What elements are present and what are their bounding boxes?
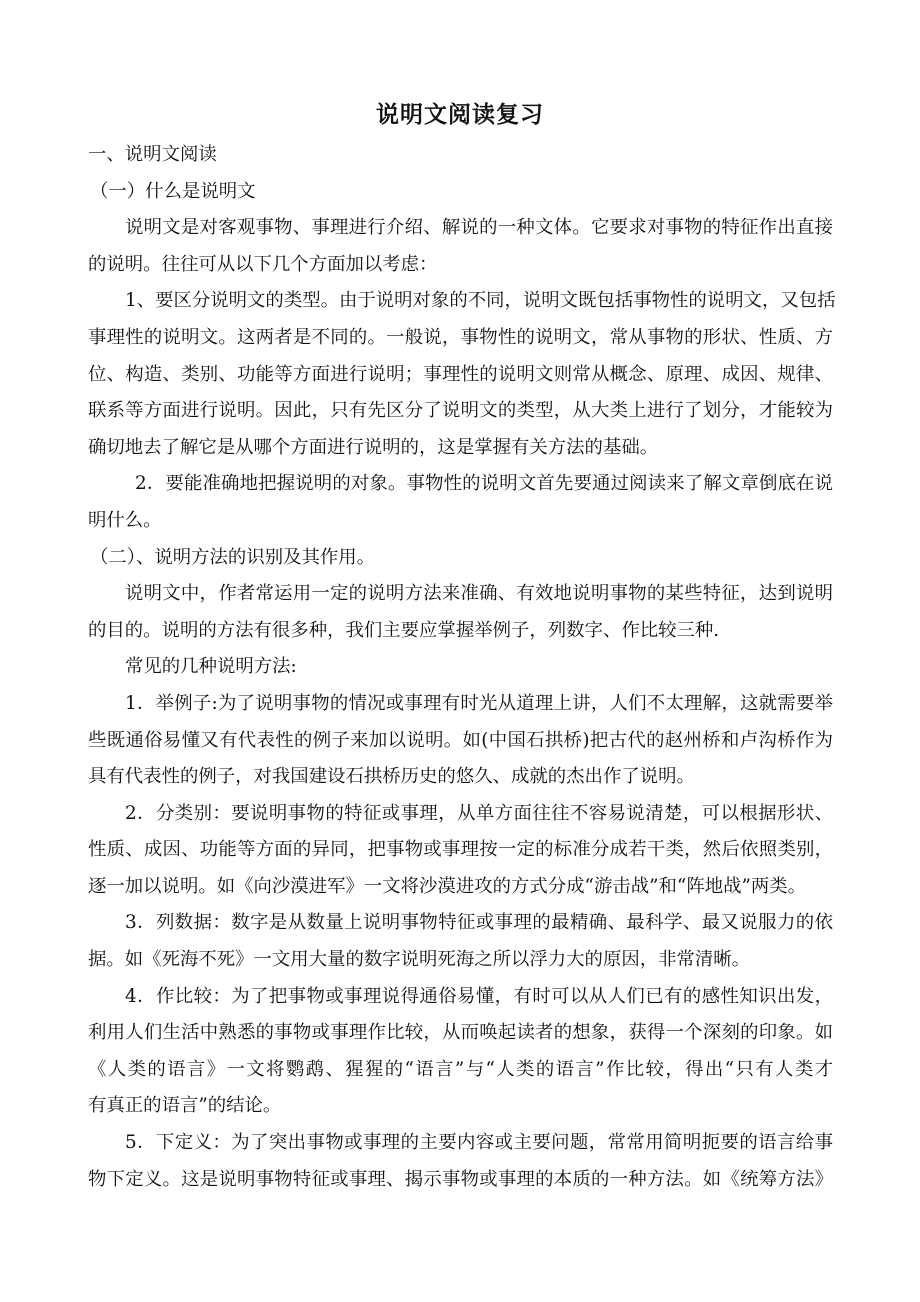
text-line: 2．分类别：要说明事物的特征或事理，从单方面往往不容易说清楚，可以根据形状、 [125,802,833,824]
paragraph [88,1125,833,1198]
text-line: 2．要能准确地把握说明的对象。事物性的说明文首先要通过阅读来了解文章倒底在说 [135,473,833,495]
page-title: 说明文阅读复习 [376,102,544,128]
text-line: 位、构造、类别、功能等方面进行说明；事理性的说明文则常从概念、原理、成因、规律、 [88,363,833,385]
text-line: 些既通俗易懂又有代表性的例子来加以说明。如(中国石拱桥)把古代的赵州桥和卢沟桥作为 [88,729,833,751]
text-line: 1、要区分说明文的类型。由于说明对象的不同，说明文既包括事物性的说明文，又包括 [125,290,836,312]
text-line: 明什么。 [88,509,162,531]
text-line: 据。如《死海不死》一文用大量的数字说明死海之所以浮力大的原因，非常清晰。 [88,949,751,971]
text-line: 物下定义。这是说明事物特征或事理、揭示事物或事理的本质的一种方法。如《统筹方法》 [88,1168,833,1190]
text-line: 利用人们生活中熟悉的事物或事理作比较，从而唤起读者的想象，获得一个深刻的印象。如 [88,1022,833,1044]
text-line: 有真正的语言”的结论。 [88,1095,282,1117]
text-line: 事理性的说明文。这两者是不同的。一般说，事物性的说明文，常从事物的形状、性质、方 [88,326,833,348]
text-line: 常见的几种说明方法: [125,656,297,678]
paragraph [88,796,833,906]
text-line: 具有代表性的例子，对我国建设石拱桥历史的悠久、成就的杰出作了说明。 [88,766,695,788]
paragraph [88,905,833,978]
text-line: （一）什么是说明文 [90,180,256,202]
text-line: 的说明。往往可从以下几个方面加以考虑： [88,253,438,275]
paragraph [88,686,833,796]
subsection-heading [88,174,833,211]
text-line: 5．下定义：为了突出事物或事理的主要内容或主要问题，常常用简明扼要的语言给事 [125,1132,833,1154]
subsection-heading [88,540,833,577]
text-line: （二）、说明方法的识别及其作用。 [90,546,376,568]
text-line: 的目的。说明的方法有很多种，我们主要应掌握举例子，列数字、作比较三种. [88,619,720,641]
text-line: 性质、成因、功能等方面的异同，把事物或事理按一定的标准分成若干类，然后依照类别， [88,839,833,861]
paragraph [88,466,833,539]
paragraph [88,979,833,1125]
paragraph [88,283,836,466]
text-line: 4．作比较：为了把事物或事理说得通俗易懂，有时可以从人们已有的感性知识出发， [125,985,833,1007]
text-line: 3．列数据：数字是从数量上说明事物特征或事理的最精确、最科学、最又说服力的依 [125,912,833,934]
section-heading [88,137,833,174]
document-body [88,137,836,1198]
text-line: 说明文中，作者常运用一定的说明方法来准确、有效地说明事物的某些特征，达到说明 [125,583,833,605]
text-line: 一、说明文阅读 [88,144,217,165]
text-line: 《人类的语言》一文将鹦鹉、猩猩的“语言”与“人类的语言”作比较，得出“只有人类才 [88,1058,833,1080]
paragraph [88,649,833,686]
paragraph [88,576,833,649]
text-line: 联系等方面进行说明。因此，只有先区分了说明文的类型，从大类上进行了划分，才能较为 [88,400,833,422]
text-line: 确切地去了解它是从哪个方面进行说明的，这是掌握有关方法的基础。 [88,436,659,458]
text-line: 1．举例子:为了说明事物的情况或事理有时光从道理上讲，人们不太理解，这就需要举 [125,692,833,714]
paragraph [88,210,833,283]
text-line: 说明文是对客观事物、事理进行介绍、解说的一种文体。它要求对事物的特征作出直接 [125,217,833,239]
text-line: 逐一加以说明。如《向沙漠进军》一文将沙漠进攻的方式分成“游击战”和“阵地战”两类。 [88,875,807,897]
